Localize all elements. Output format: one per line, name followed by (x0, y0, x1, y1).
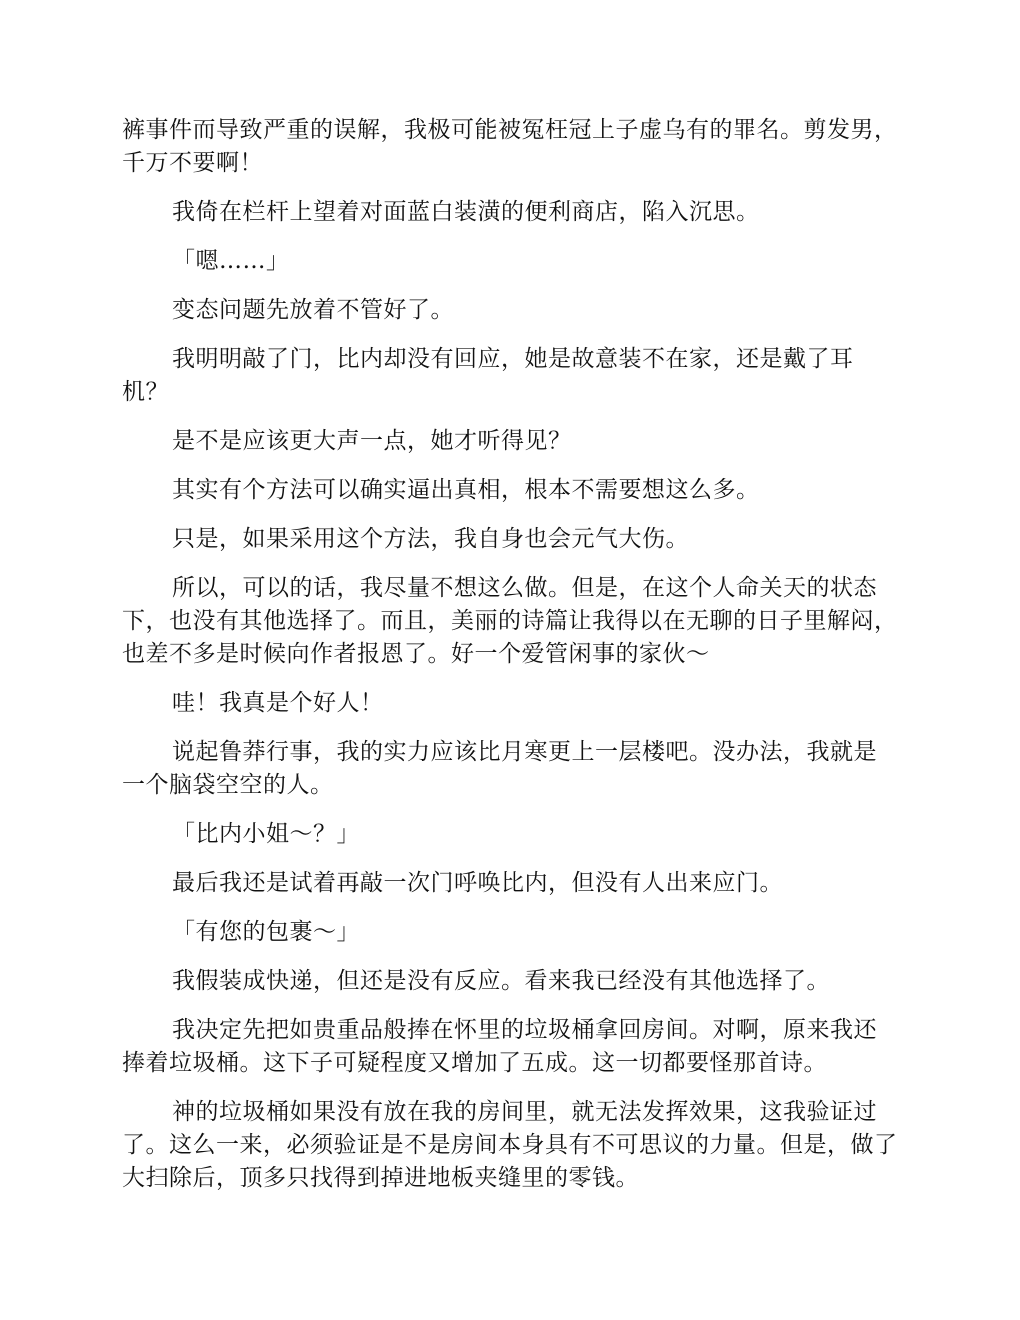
paragraph: 所以，可以的话，我尽量不想这么做。但是，在这个人命关天的状态下，也没有其他选择了。而且，美丽的诗篇让我得以在无聊的日子里解闷，也差不多是时候向作者报恩了。好一个爱管闲事的家伙～ (122, 575, 898, 667)
paragraph: 我倚在栏杆上望着对面蓝白装潢的便利商店，陷入沉思。 (172, 199, 760, 225)
paragraph: 「嗯……」 (172, 248, 290, 274)
paragraph: 我假装成快递，但还是没有反应。看来我已经没有其他选择了。 (172, 968, 830, 994)
paragraph: 最后我还是试着再敲一次门呼唤比内，但没有人出来应门。 (172, 870, 783, 896)
paragraph: 其实有个方法可以确实逼出真相，根本不需要想这么多。 (172, 477, 760, 503)
paragraph: 说起鲁莽行事，我的实力应该比月寒更上一层楼吧。没办法，我就是一个脑袋空空的人。 (122, 739, 877, 798)
paragraph: 我明明敲了门，比内却没有回应，她是故意装不在家，还是戴了耳机？ (122, 346, 854, 405)
paragraph: 只是，如果采用这个方法，我自身也会元气大伤。 (172, 526, 689, 552)
paragraph: 我决定先把如贵重品般捧在怀里的垃圾桶拿回房间。对啊，原来我还捧着垃圾桶。这下子可疑程度又增加了五成。这一切都要怪那首诗。 (122, 1017, 877, 1076)
paragraph: 裤事件而导致严重的误解，我极可能被冤枉冠上子虚乌有的罪名。剪发男，千万不要啊！ (122, 117, 898, 176)
paragraph: 变态问题先放着不管好了。 (172, 297, 454, 323)
paragraph: 哇！我真是个好人！ (172, 690, 384, 716)
paragraph: 「有您的包裹～」 (172, 919, 360, 945)
paragraph: 神的垃圾桶如果没有放在我的房间里，就无法发挥效果，这我验证过了。这么一来，必须验证是不是房间本身具有不可思议的力量。但是，做了大扫除后，顶多只找得到掉进地板夹缝里的零钱。 (122, 1099, 898, 1191)
paragraph: 是不是应该更大声一点，她才听得见？ (172, 428, 572, 454)
paragraph: 「比内小姐～？」 (172, 821, 360, 847)
